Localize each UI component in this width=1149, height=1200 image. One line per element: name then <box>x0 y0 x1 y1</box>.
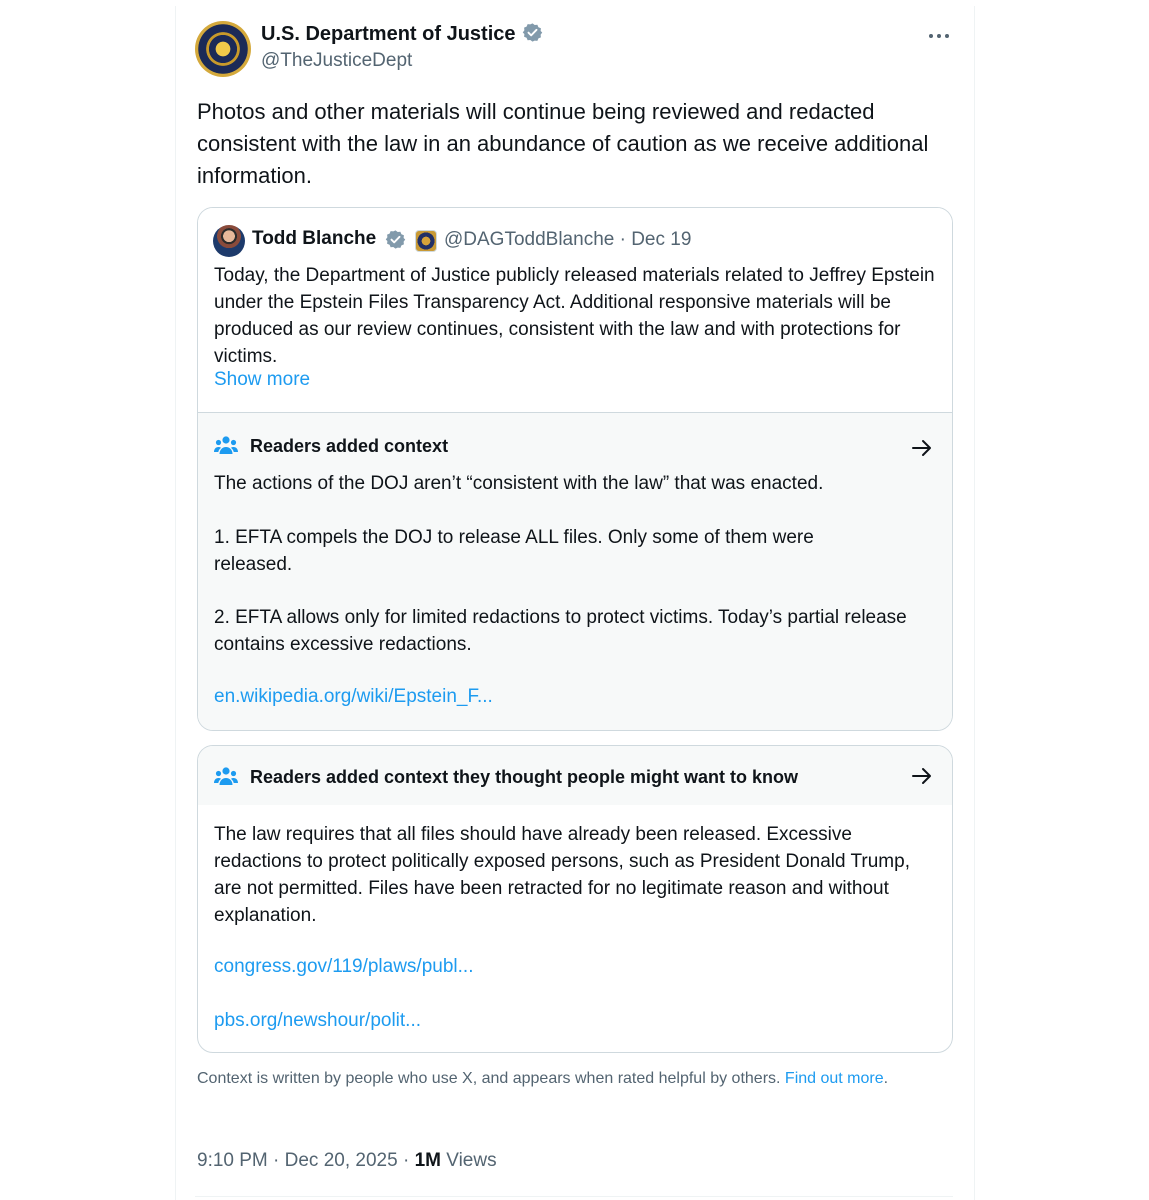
context-title: Readers added context <box>250 435 449 456</box>
community-note-link-congress[interactable]: congress.gov/119/plaws/publ... <box>214 956 474 977</box>
community-note-title: Readers added context they thought people might want to know <box>250 766 799 787</box>
context-header <box>214 431 448 461</box>
verified-badge-icon <box>385 229 406 250</box>
context-footnote <box>197 1068 957 1090</box>
quoted-author-name[interactable]: Todd Blanche <box>252 228 377 249</box>
views-label: Views <box>440 1150 497 1171</box>
author-name-text: U.S. Department of Justice <box>261 23 516 45</box>
tweet-timestamp[interactable]: 9:10 PM · Dec 20, 2025 · <box>197 1150 415 1171</box>
quoted-author-handle-date[interactable]: @DAGToddBlanche · Dec 19 <box>444 229 692 250</box>
tweet-meta <box>197 1150 497 1172</box>
arrow-right-icon[interactable] <box>911 437 933 459</box>
quoted-tweet-text: Today, the Department of Justice publicly released materials related to Jeffrey Epstein under the Epstein Files Transparency Act. Additional responsive materials will be produced as our review continues, consistent with the law and with protections for victims. <box>214 265 935 367</box>
quoted-author-avatar[interactable] <box>213 225 245 257</box>
community-note[interactable] <box>197 745 953 1053</box>
note-header-row <box>214 762 798 792</box>
context-paragraph-1: The actions of the DOJ aren’t “consistent with the law” that was enacted. <box>214 473 824 494</box>
show-more-link[interactable]: Show more <box>214 369 311 390</box>
community-note-body: The law requires that all files should have already been released. Excessive redactions to protect politically exposed persons, such as President Donald Trump, are not permitted. Files have been retracted for no legitimate reason and without explanation. <box>214 824 910 926</box>
find-out-more-link[interactable]: Find out more <box>784 1070 884 1087</box>
tweet-text: Photos and other materials will continue being reviewed and redacted consistent with the law in an abundance of caution as we receive additional information. <box>197 99 929 188</box>
context-paragraph-2: 1. EFTA compels the DOJ to release ALL files. Only some of them were released. <box>214 527 814 575</box>
author-handle[interactable]: @TheJusticeDept <box>261 50 413 71</box>
people-icon <box>214 435 238 457</box>
context-footnote-text: Context is written by people who use X, and appears when rated helpful by others. <box>197 1070 781 1087</box>
footnote-period: . <box>883 1070 889 1087</box>
community-note-link-pbs[interactable]: pbs.org/newshour/polit... <box>214 1010 422 1031</box>
author-avatar[interactable] <box>195 21 251 77</box>
arrow-right-icon[interactable] <box>911 765 933 787</box>
author-name[interactable] <box>261 22 543 46</box>
community-note-header[interactable] <box>198 746 952 805</box>
context-paragraph-3: 2. EFTA allows only for limited redactions to protect victims. Today’s partial release contains excessive redactions. <box>214 607 907 655</box>
context-source-link[interactable]: en.wikipedia.org/wiki/Epstein_F... <box>214 686 493 707</box>
people-icon <box>214 766 238 788</box>
views-count: 1M <box>414 1150 441 1171</box>
affiliation-badge-icon <box>415 230 437 252</box>
quoted-tweet-body[interactable] <box>198 208 952 413</box>
more-icon[interactable] <box>927 26 953 46</box>
divider <box>195 1196 953 1197</box>
verified-badge-icon <box>522 22 543 43</box>
